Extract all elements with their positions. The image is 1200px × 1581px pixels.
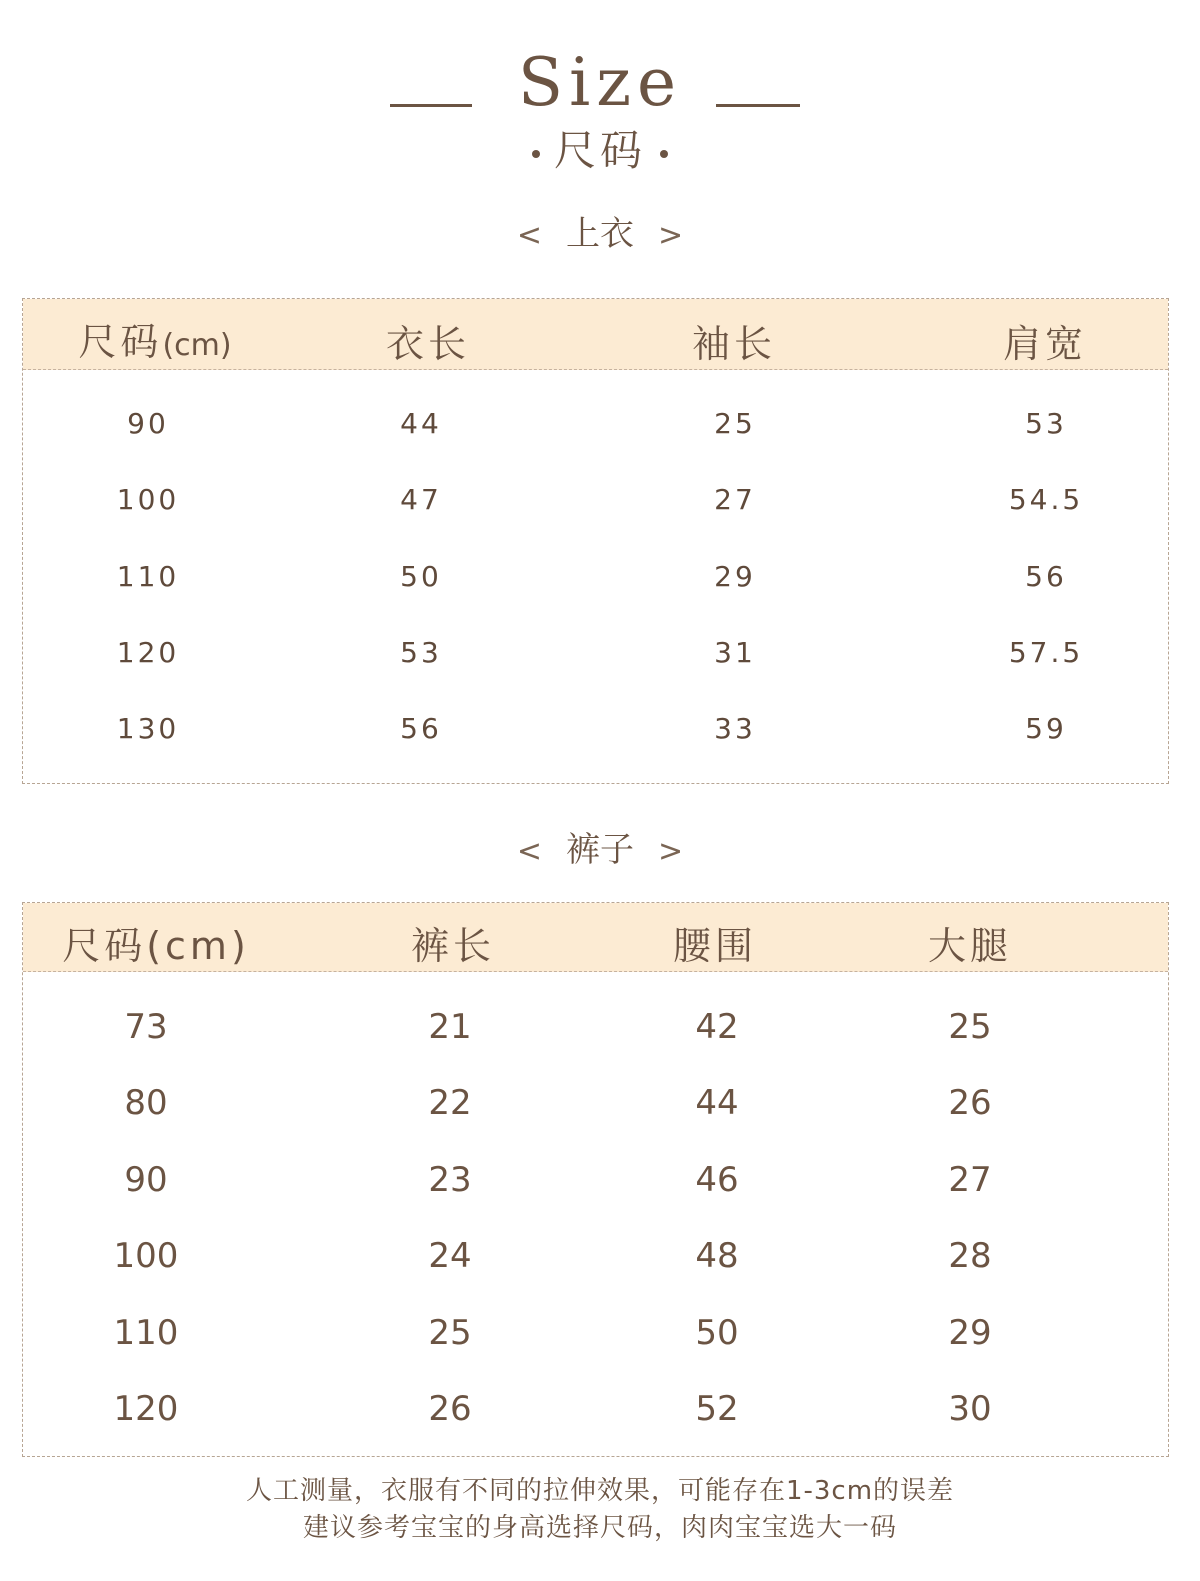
pants-cell: 90 <box>124 1159 168 1200</box>
pants-cell: 25 <box>948 1007 992 1047</box>
pants-cell: 27 <box>948 1159 992 1200</box>
pants-cell: 21 <box>428 1007 472 1047</box>
page-subtitle <box>0 118 1200 178</box>
tops-cell: 44 <box>400 407 442 440</box>
pants-cell: 22 <box>428 1083 472 1124</box>
tops-cell: 27 <box>714 483 756 517</box>
tops-cell: 53 <box>1025 407 1067 440</box>
pants-section-label: 裤子 <box>566 830 634 870</box>
pants-cell: 46 <box>695 1159 739 1200</box>
tops-cell: 59 <box>1025 712 1067 746</box>
pants-cell: 23 <box>428 1159 472 1200</box>
measurement-note: 人工测量，衣服有不同的拉伸效果，可能存在1-3cm的误差 <box>245 1476 955 1506</box>
tops-cell: 57.5 <box>1008 635 1084 669</box>
tops-cell: 130 <box>116 712 180 746</box>
pants-cell: 73 <box>124 1007 168 1047</box>
tops-cell: 50 <box>400 559 442 593</box>
tops-cell: 29 <box>714 559 756 593</box>
tops-cell: 56 <box>1025 559 1067 593</box>
tops-col-size-label: 尺码 <box>78 320 163 364</box>
pants-cell: 28 <box>948 1236 992 1277</box>
pants-size-table <box>22 902 1169 1457</box>
pants-cell: 52 <box>695 1389 739 1429</box>
chevron-left-icon: < <box>516 218 542 253</box>
tops-size-table <box>22 298 1169 784</box>
chevron-right-icon: > <box>658 834 684 869</box>
size-advice-note: 建议参考宝宝的身高选择尺码，肉肉宝宝选大一码 <box>302 1513 897 1543</box>
pants-cell: 29 <box>948 1312 992 1353</box>
tops-section-label: 上衣 <box>566 214 634 254</box>
pants-col-size: 尺码(cm) <box>62 924 250 968</box>
pants-cell: 100 <box>113 1236 179 1277</box>
pants-cell: 26 <box>948 1083 992 1124</box>
tops-cell: 47 <box>400 483 442 517</box>
pants-cell: 30 <box>948 1389 992 1429</box>
tops-cell: 110 <box>116 559 180 593</box>
bullet-dot-icon <box>660 150 668 158</box>
chevron-right-icon: > <box>658 218 684 253</box>
tops-col-size-unit: (cm) <box>162 328 232 363</box>
pants-table-header <box>23 903 1168 972</box>
tops-cell: 100 <box>116 483 180 517</box>
chevron-left-icon: < <box>516 834 542 869</box>
bullet-dot-icon <box>532 150 540 158</box>
pants-cell: 120 <box>113 1389 179 1429</box>
tops-cell: 56 <box>400 712 442 746</box>
page-title: Size <box>517 44 683 121</box>
tops-cell: 53 <box>400 635 442 669</box>
tops-col-size <box>78 311 231 366</box>
pants-cell: 80 <box>124 1083 168 1124</box>
pants-cell: 50 <box>695 1312 739 1353</box>
tops-col-sleeve: 袖长 <box>691 322 777 366</box>
tops-col-shoulder: 肩宽 <box>1002 322 1088 366</box>
tops-cell: 90 <box>127 407 169 440</box>
pants-col-length: 裤长 <box>410 924 496 968</box>
tops-cell: 25 <box>714 407 756 440</box>
tops-table-header <box>23 299 1168 370</box>
tops-col-length: 衣长 <box>385 322 471 366</box>
pants-cell: 44 <box>695 1083 739 1124</box>
pants-col-thigh: 大腿 <box>927 924 1013 968</box>
pants-section-title <box>0 822 1200 871</box>
tops-cell: 33 <box>714 712 756 746</box>
pants-cell: 110 <box>113 1312 179 1353</box>
page-subtitle-text: 尺码 <box>553 126 646 175</box>
pants-cell: 48 <box>695 1236 739 1277</box>
pants-cell: 25 <box>428 1312 472 1353</box>
pants-cell: 42 <box>695 1007 739 1047</box>
tops-section-title <box>0 206 1200 255</box>
tops-cell: 120 <box>116 635 180 669</box>
tops-cell: 31 <box>714 635 756 669</box>
pants-col-waist: 腰围 <box>672 924 758 968</box>
tops-cell: 54.5 <box>1008 483 1084 517</box>
pants-cell: 24 <box>428 1236 472 1277</box>
pants-cell: 26 <box>428 1389 472 1429</box>
